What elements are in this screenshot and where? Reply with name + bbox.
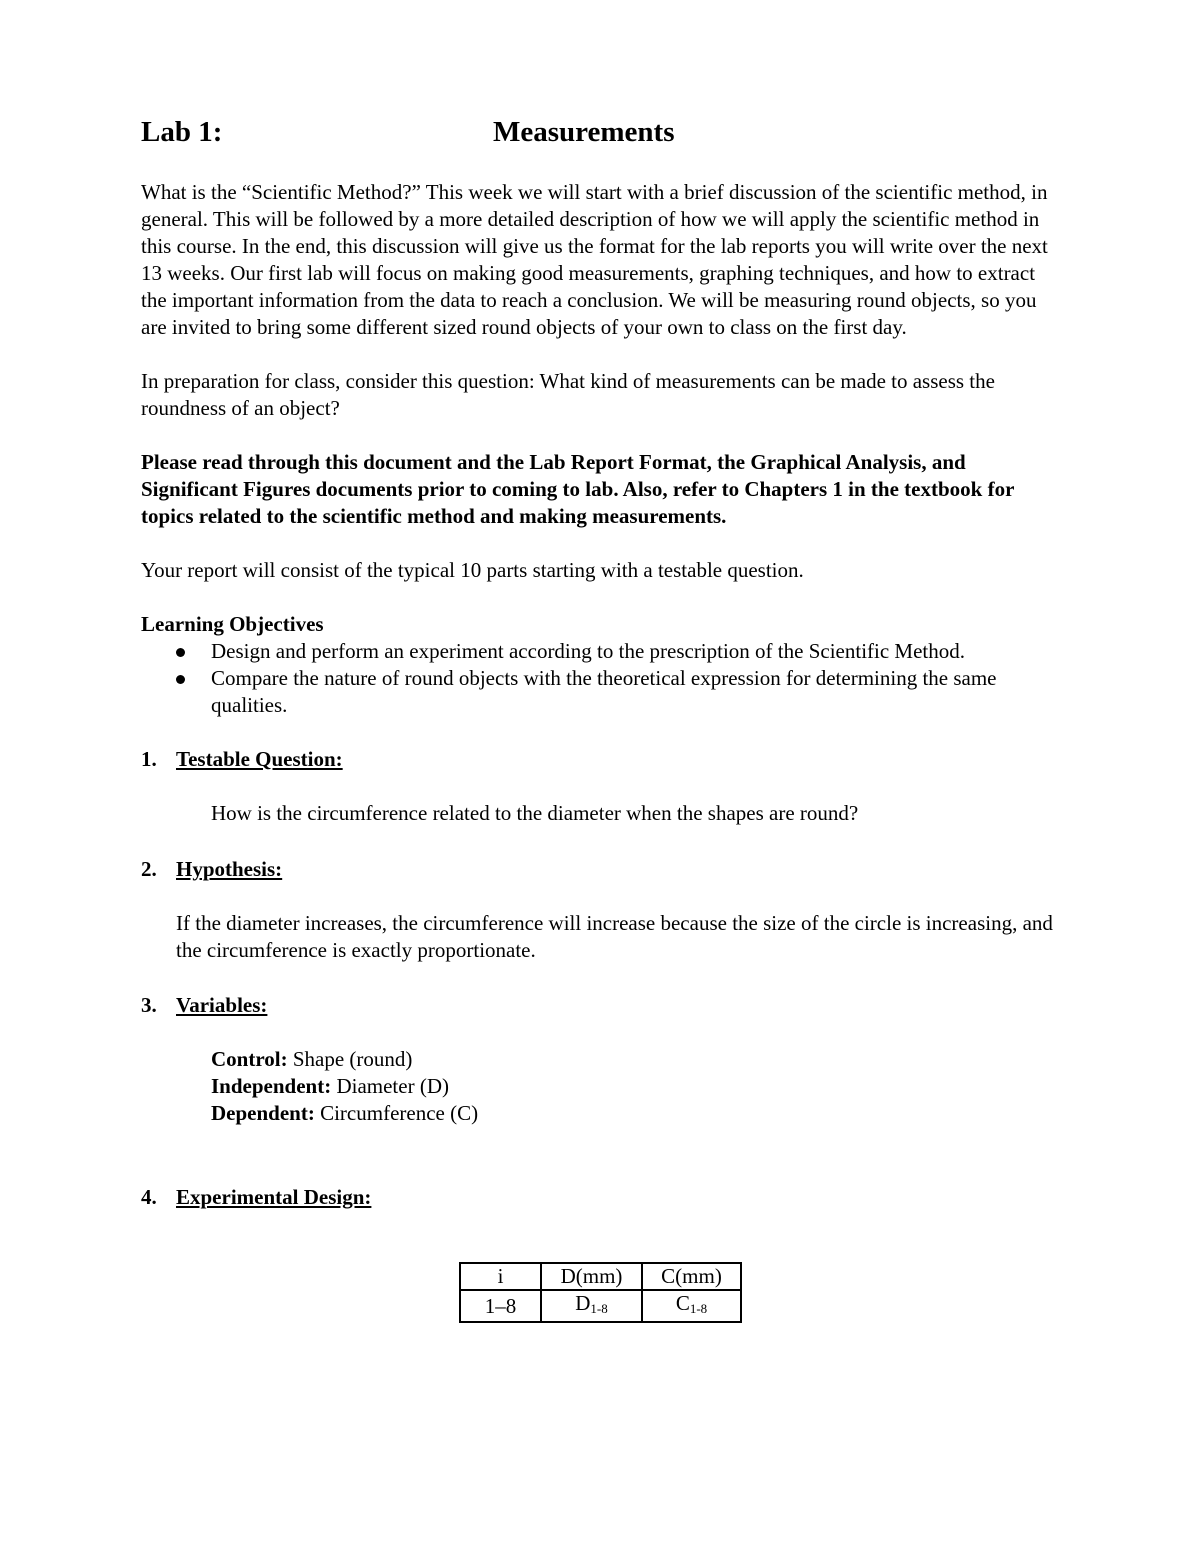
- variable-independent: [211, 1073, 1061, 1100]
- testable-question-text: How is the circumference related to the diameter when the shapes are round?: [211, 801, 859, 825]
- table-cell: [541, 1290, 642, 1322]
- variable-dependent: [211, 1100, 1061, 1127]
- section-heading-variables: [141, 992, 1061, 1019]
- table-header-cell: D(mm): [541, 1263, 642, 1290]
- reading-notice: Please read through this document and the Lab Report Format, the Graphical Analysis, and Significant Figures documents prior to coming to lab. Also, refer to Chapters 1 in the textbook for topics related to the scientific method and making measurements.: [141, 450, 1015, 528]
- design-table: [459, 1262, 742, 1323]
- document-title: [141, 110, 1061, 154]
- bullet-icon: [176, 675, 185, 684]
- section-number: 3.: [141, 993, 157, 1017]
- prep-paragraph: In preparation for class, consider this question: What kind of measurements can be made to assess the roundness of an object?: [141, 369, 995, 420]
- intro-paragraph: What is the “Scientific Method?” This week we will start with a brief discussion of the scientific method, in general. This will be followed by a more detailed description of how we will apply the scientific method in this course. In the end, this discussion will give us the format for the lab reports you will write over the next 13 weeks. Our first lab will focus on making good measurements, graphing techniques, and how to extract the important information from the data to reach a conclusion. We will be measuring round objects, so you are invited to bring some different sized round objects of your own to class on the first day.: [141, 180, 1048, 339]
- variables-list: [141, 1046, 1061, 1127]
- table-row: [460, 1290, 741, 1322]
- objectives-heading: Learning Objectives: [141, 612, 324, 636]
- section-number: 2.: [141, 857, 157, 881]
- document-page: [141, 110, 1061, 1318]
- variable-key: Independent:: [211, 1074, 332, 1098]
- section-heading-testable-question: [141, 746, 1061, 773]
- section-heading-experimental-design: [141, 1184, 1061, 1211]
- table-header-row: [460, 1263, 741, 1290]
- section-label: Hypothesis:: [176, 857, 283, 881]
- table-header-cell: i: [460, 1263, 541, 1290]
- report-note: Your report will consist of the typical 10 parts starting with a testable question.: [141, 558, 804, 582]
- section-number: 1.: [141, 747, 157, 771]
- variable-key: Control:: [211, 1047, 288, 1071]
- section-label: Experimental Design:: [176, 1185, 372, 1209]
- variable-value: Circumference (C): [320, 1101, 479, 1125]
- hypothesis-text: If the diameter increases, the circumference will increase because the size of the circle is increasing, and the circumference is exactly proportionate.: [176, 911, 1053, 962]
- section-label: Variables:: [176, 993, 268, 1017]
- cell-base: C: [675, 1291, 690, 1315]
- variable-value: Diameter (D): [336, 1074, 449, 1098]
- objectives-list: [141, 638, 1061, 719]
- table-cell: [642, 1290, 741, 1322]
- objective-text: Compare the nature of round objects with the theoretical expression for determining the same qualities.: [211, 666, 997, 717]
- section-label: Testable Question:: [176, 747, 343, 771]
- variable-key: Dependent:: [211, 1101, 315, 1125]
- bullet-icon: [176, 648, 185, 657]
- cell-subscript: 1-8: [590, 1301, 608, 1316]
- list-item: [141, 638, 1061, 665]
- section-number: 4.: [141, 1185, 157, 1209]
- table-header-cell: C(mm): [642, 1263, 741, 1290]
- cell-subscript: 1-8: [689, 1301, 708, 1316]
- list-item: [141, 665, 1061, 719]
- lab-topic: Measurements: [493, 116, 675, 148]
- lab-number: Lab 1:: [141, 116, 223, 148]
- section-heading-hypothesis: [141, 856, 1061, 883]
- variable-value: Shape (round): [292, 1047, 413, 1071]
- table-cell: 1–8: [460, 1290, 541, 1322]
- variable-control: [211, 1046, 1061, 1073]
- objective-text: Design and perform an experiment according to the prescription of the Scientific Method.: [211, 639, 966, 663]
- cell-base: D: [575, 1291, 591, 1315]
